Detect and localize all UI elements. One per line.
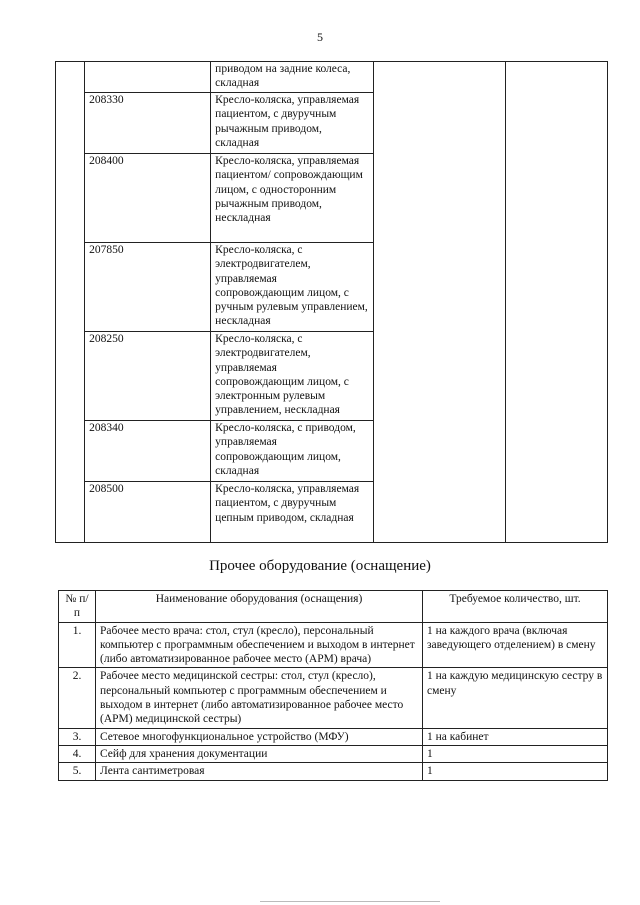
table-row [59, 728, 608, 745]
name-cell: Кресло-коляска, управляемая пациентом/ сопровождающим лицом, с односторонним рычажным приводом, нескладная [211, 154, 373, 243]
code-cell: 207850 [85, 243, 211, 332]
code-cell: 208340 [85, 421, 211, 482]
wheelchair-table [55, 61, 608, 543]
header-quantity: Требуемое количество, шт. [423, 591, 608, 623]
row-number: 3. [59, 728, 96, 745]
section-title: Прочее оборудование (оснащение) [209, 558, 431, 574]
row-quantity: 1 на кабинет [423, 728, 608, 745]
row-name: Лента сантиметровая [96, 763, 423, 780]
row-number: 1. [59, 622, 96, 668]
code-cell: 208500 [85, 482, 211, 543]
name-cell: Кресло-коляска, с электродвигателем, управляемая сопровождающим лицом, с электронным рулевым управлением, нескладная [211, 332, 373, 421]
code-cell: 208400 [85, 154, 211, 243]
code-cell: 208330 [85, 93, 211, 154]
row-name: Сейф для хранения документации [96, 745, 423, 762]
table-row [56, 62, 608, 93]
row-number: 2. [59, 668, 96, 728]
code-cell [85, 62, 211, 93]
table-row [59, 763, 608, 780]
name-cell: Кресло-коляска, управляемая пациентом, с двуручным цепным приводом, складная [211, 482, 373, 543]
name-cell: Кресло-коляска, с приводом, управляемая сопровождающим лицом, складная [211, 421, 373, 482]
row-name: Рабочее место медицинской сестры: стол, стул (кресло), персональный компьютер с программным обеспечением и выходом в интернет (либо автоматизированное рабочее место (АРМ) медицинской сестры) [96, 668, 423, 728]
table-header-row [59, 591, 608, 623]
table-row [59, 745, 608, 762]
bottom-divider [260, 901, 440, 902]
name-cell: Кресло-коляска, с электродвигателем, управляемая сопровождающим лицом, с ручным рулевым управлением, нескладная [211, 243, 373, 332]
row-name: Сетевое многофункциональное устройство (МФУ) [96, 728, 423, 745]
row-quantity: 1 на каждую медицинскую сестру в смену [423, 668, 608, 728]
row-number: 4. [59, 745, 96, 762]
page-number: 5 [317, 30, 323, 44]
header-number: № п/п [59, 591, 96, 623]
code-cell: 208250 [85, 332, 211, 421]
table-row [59, 668, 608, 728]
header-name: Наименование оборудования (оснащения) [96, 591, 423, 623]
table-cell-empty [505, 62, 607, 543]
name-cell: приводом на задние колеса, складная [211, 62, 373, 93]
equipment-table [58, 590, 608, 781]
row-number: 5. [59, 763, 96, 780]
row-quantity: 1 на каждого врача (включая заведующего отделением) в смену [423, 622, 608, 668]
name-cell: Кресло-коляска, управляемая пациентом, с двуручным рычажным приводом, складная [211, 93, 373, 154]
row-quantity: 1 [423, 745, 608, 762]
table-row [59, 622, 608, 668]
table-cell-empty [56, 62, 85, 543]
row-quantity: 1 [423, 763, 608, 780]
row-name: Рабочее место врача: стол, стул (кресло), персональный компьютер с программным обеспечением и выходом в интернет (либо автоматизированное рабочее место (АРМ) врача) [96, 622, 423, 668]
table-cell-empty [373, 62, 505, 543]
